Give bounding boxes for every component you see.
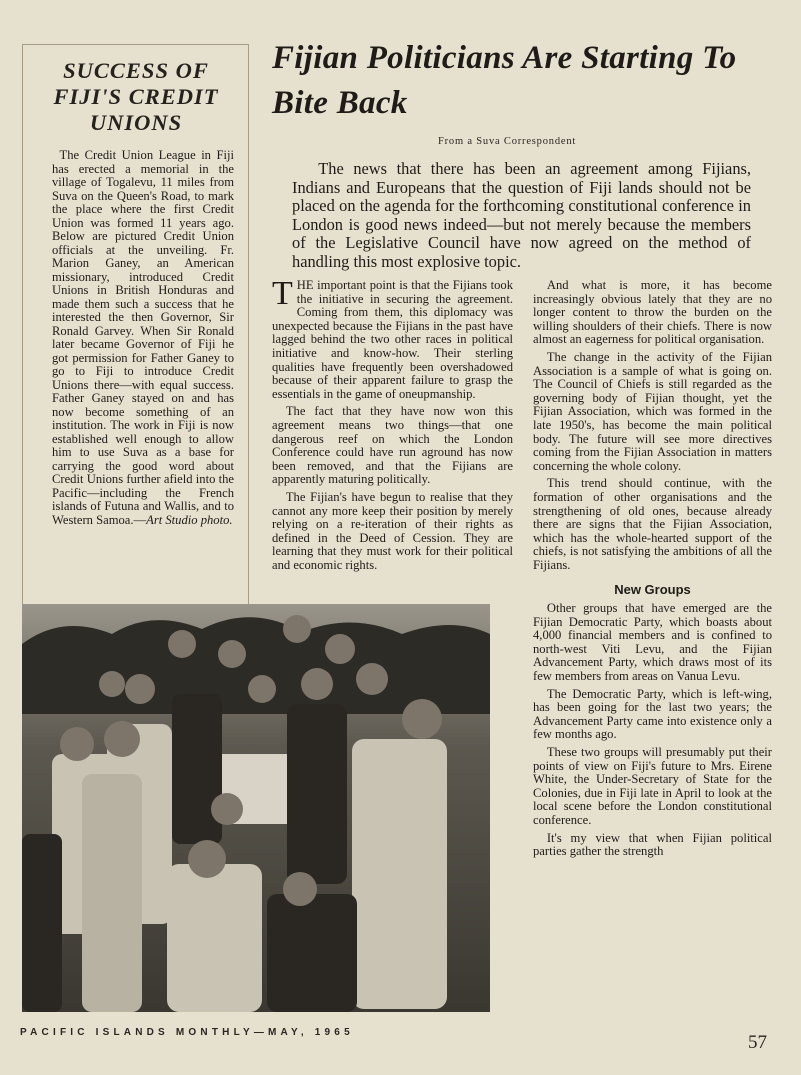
paragraph: These two groups will presumably put their points of view on Fiji's future to Mrs. Eirene White, the Under-Secretary of State for the Colonies, due in Fiji late in April to look at the local scene before the London constitutional conference. (533, 745, 772, 827)
article-column-right (533, 279, 772, 863)
group-photo-image (22, 604, 490, 1012)
sidebar-body (52, 149, 234, 527)
sidebar-title: SUCCESS OF FIJI'S CREDIT UNIONS (53, 58, 219, 135)
paragraph: The change in the activity of the Fijian Association is a sample of what is going on. The Council of Chiefs is still regarded as the governing body of Fijian thought, yet the Fijian Association, which was formed in the late 1950's, has become the main political body. The future will see more directives coming from the Fijian Association in matters concerning the whole colony. (533, 349, 772, 473)
article-headline: Fijian Politicians Are Starting To Bite Back (272, 40, 737, 121)
paragraph: And what is more, it has become increasingly obvious lately that they are no longer content to throw the burden on the willing shoulders of their chiefs. There is now almost an eagerness for political organisation. (533, 278, 772, 347)
article-byline: From a Suva Correspondent (438, 136, 577, 147)
paragraph: Other groups that have emerged are the Fijian Democratic Party, which boasts about 4,000 financial members and is confined to north-west Viti Levu, and the Fijian Advancement Party, which draws most of its few members from areas on Vanua Levu. (533, 601, 772, 684)
paragraph: The fact that they have now won this agreement means two things—that one dangerous reef on which the London Conference could have run aground has now been removed, and that the Fijians are apparently maturing politically. (272, 404, 513, 487)
section-subhead: New Groups (614, 582, 691, 598)
photo-credit: Art Studio photo. (146, 512, 233, 527)
paragraph: THE important point is that the Fijians took the initiative in securing the agreement. Coming from them, this diplomacy was unexpected because the Fijians in the past have lagged behind the two other races in political initiative and know-how. Their sterling qualities have frequently been overshadowed because of their apparent failure to grasp the essentials in the game of oneupmanship. (272, 275, 513, 401)
article-column-middle (272, 275, 513, 576)
paragraph: This trend should continue, with the formation of other organisations and the strengthening of old ones, because already there are signs that the Fijian Association, which has the whole-hearted support of the chiefs, is not satisfying the ambitions of all the Fijians. (533, 476, 772, 572)
running-footer: PACIFIC ISLANDS MONTHLY—MAY, 1965 (20, 1027, 354, 1038)
page-number: 57 (748, 1032, 767, 1053)
paragraph: The Fijian's have begun to realise that they cannot any more keep their position by merely relying on a re-iteration of their rights as defined in the Deed of Cession. They are learning that they must work for their political and economic rights. (272, 489, 513, 572)
group-photo (22, 604, 490, 1012)
drop-cap: T (272, 275, 293, 312)
paragraph: It's my view that when Fijian political parties gather the strength (533, 830, 772, 859)
sidebar-text: The Credit Union League in Fiji has erected a memorial in the village of Togalevu, 11 miles from Suva on the Queen's Road, to mark the place where the first Credit Union was formed 11 years ago. Below are pictured Credit Union officials at the unveiling. Fr. Marion Ganey, an American missionary, introduced Credit Unions in British Honduras and made them such a success that he interested the then Governor, Sir Ronald Garvey. When Sir Ronald later became Governor of Fiji he got permission for Father Ganey to go to Fiji to introduce Credit Unions there—with equal success. Father Ganey stayed on and has now become something of an institution. The work in Fiji is now established well enough to allow him to use Suva as a base for carrying the good word about Credit Unions further afield into the Pacific—including the French islands of Futuna and Wallis, and to Western Samoa.— (52, 148, 234, 527)
article-standfirst: The news that there has been an agreement among Fijians, Indians and Europeans that the question of Fiji lands should not be placed on the agenda for the forthcoming constitutional conference in London is good news indeed—but not merely because the members of the Legislative Council have now agreed on the method of handling this most explosive topic. (292, 159, 751, 271)
paragraph: The Democratic Party, which is left-wing, has been going for the last two years; the Advancement Party came into existence only a few months ago. (533, 686, 772, 742)
